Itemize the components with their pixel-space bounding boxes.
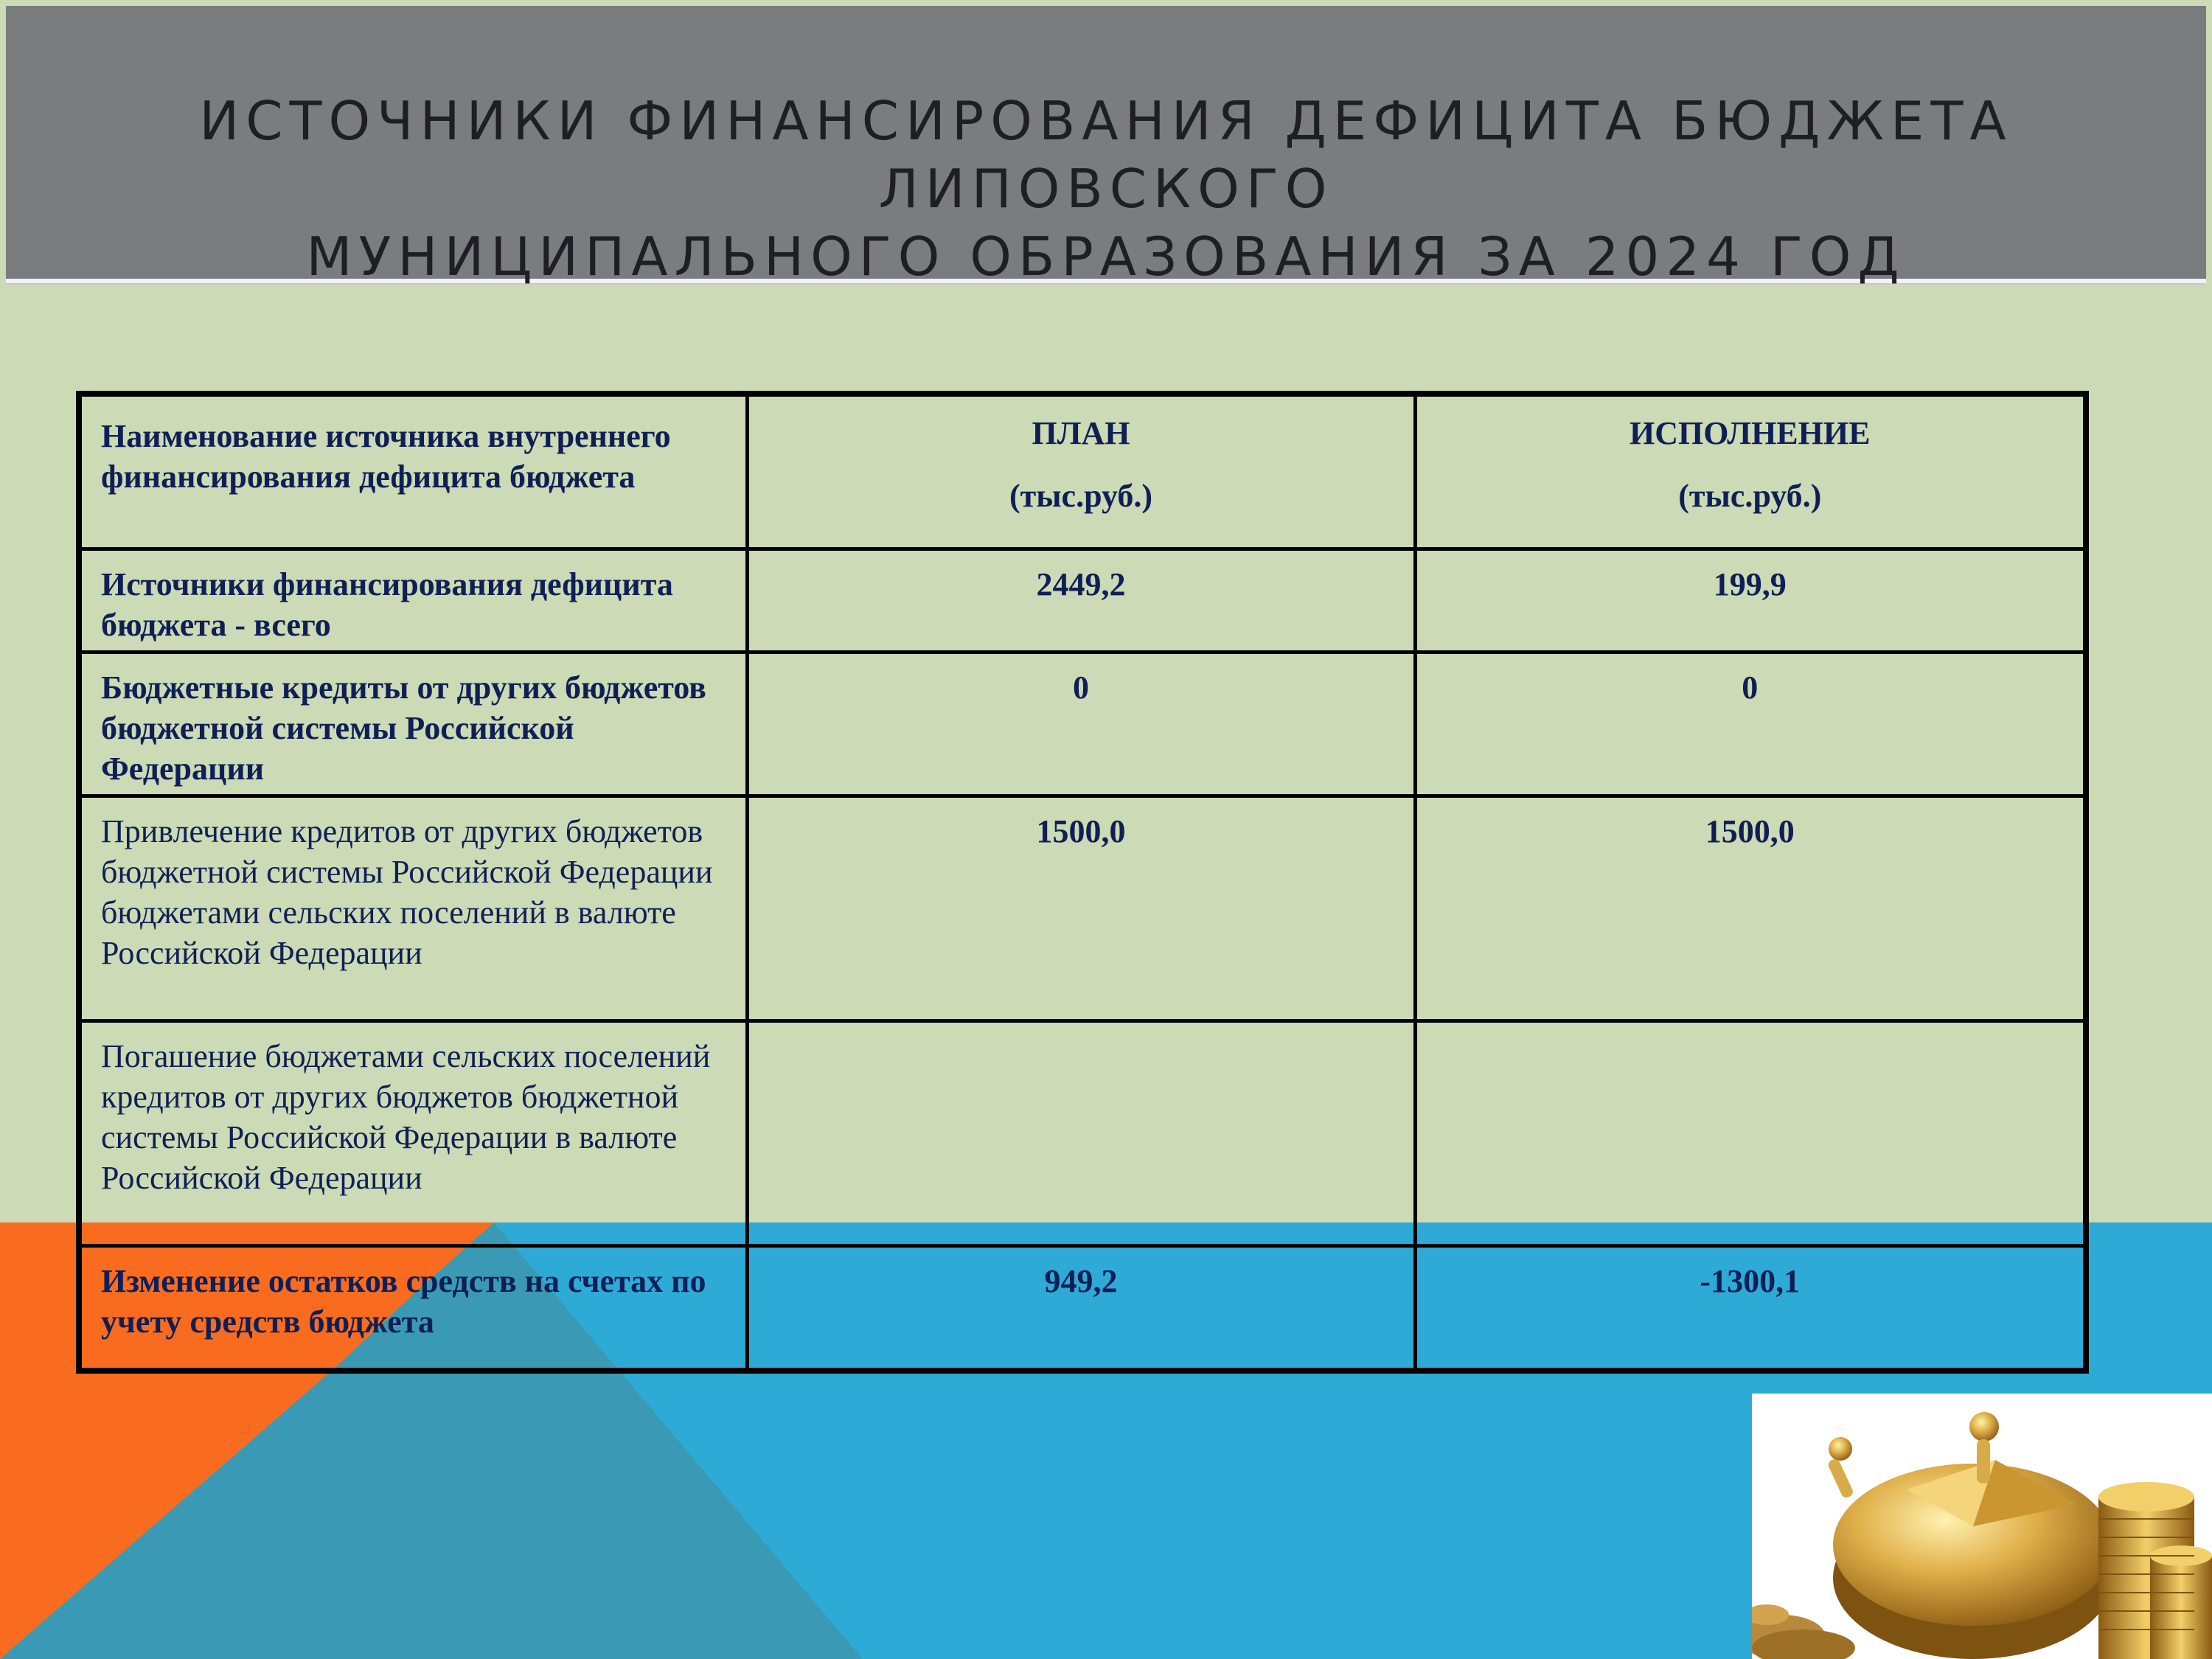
table-header-row [79,394,2086,549]
header-exec-cell [1415,394,2086,549]
title-line-1: ИСТОЧНИКИ ФИНАНСИРОВАНИЯ ДЕФИЦИТА БЮДЖЕТА ЛИПОВСКОГО [199,90,2013,220]
title-line-2: МУНИЦИПАЛЬНОГО ОБРАЗОВАНИЯ ЗА 2024 ГОД [306,226,1906,288]
row-name: Бюджетные кредиты от других бюджетов бюджетной системы Российской Федерации [79,652,747,796]
table-row [79,549,2086,652]
row-exec [1415,1020,2086,1245]
row-name: Источники финансирования дефицита бюджета - всего [79,549,747,652]
financing-table [76,391,2089,1374]
row-plan: 0 [747,652,1415,796]
header-exec: ИСПОЛНЕНИЕ [1630,415,1871,451]
table-row [79,1245,2086,1371]
row-plan: 2449,2 [747,549,1415,652]
row-exec: -1300,1 [1415,1245,2086,1371]
header-name-cell [79,394,747,549]
header-plan: ПЛАН [1032,415,1130,451]
row-plan [747,1020,1415,1245]
row-name: Погашение бюджетами сельских поселений кредитов от других бюджетов бюджетной системы Российской Федерации в валюте Российской Федерации [79,1020,747,1245]
table-row [79,796,2086,1020]
header-exec-unit: (тыс.руб.) [1678,478,1822,514]
header-name: Наименование источника внутреннего финансирования дефицита бюджета [101,418,671,495]
row-exec: 1500,0 [1415,796,2086,1020]
header-plan-unit: (тыс.руб.) [1009,478,1153,514]
slide-title [0,87,2212,291]
row-name: Изменение остатков средств на счетах по учету средств бюджета [79,1245,747,1371]
row-plan: 949,2 [747,1245,1415,1371]
coins-illustration [1752,1394,2212,1659]
row-exec: 199,9 [1415,549,2086,652]
table-row [79,652,2086,796]
header-plan-cell [747,394,1415,549]
table-row [79,1020,2086,1245]
row-exec: 0 [1415,652,2086,796]
coins-pie-chart-icon [1752,1394,2212,1659]
row-plan: 1500,0 [747,796,1415,1020]
row-name: Привлечение кредитов от других бюджетов бюджетной системы Российской Федерации бюджетами сельских поселений в валюте Российской Федерации [79,796,747,1020]
